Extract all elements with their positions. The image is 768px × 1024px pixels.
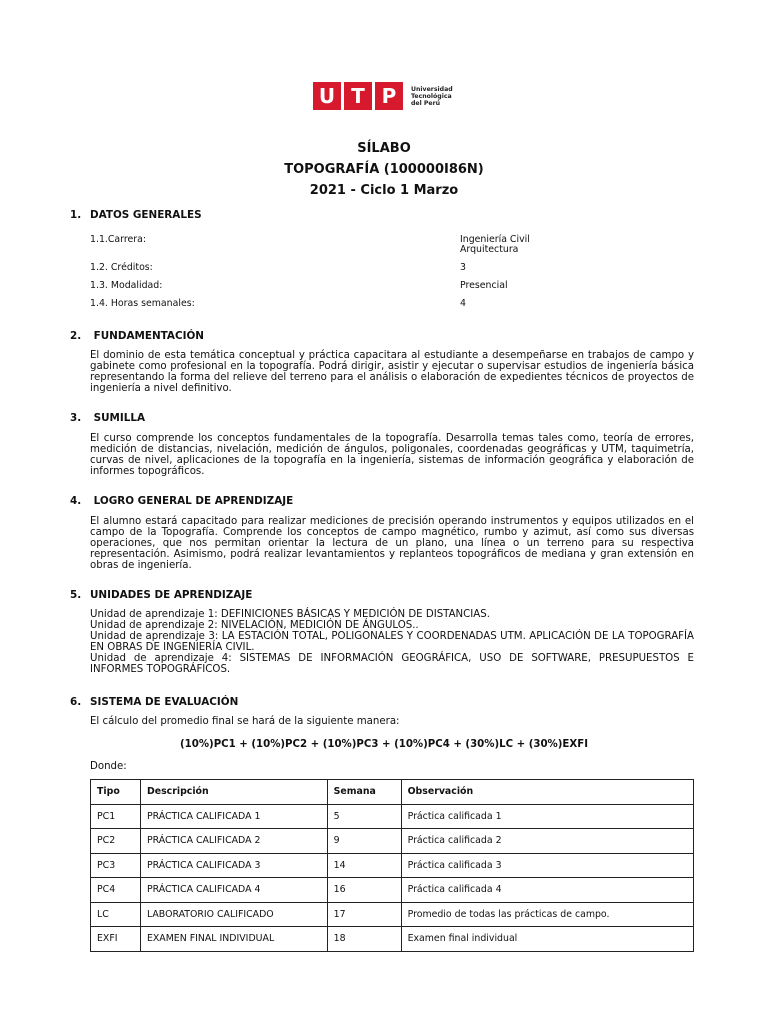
cell-semana: 9 [327, 829, 401, 854]
cell-observacion: Práctica calificada 2 [401, 829, 693, 854]
cell-descripcion: PRÁCTICA CALIFICADA 3 [140, 853, 327, 878]
course-title: TOPOGRAFÍA (100000I86N) [284, 162, 484, 177]
cell-descripcion: LABORATORIO CALIFICADO [140, 902, 327, 927]
logo-letter-p: P [375, 82, 403, 110]
cell-semana: 18 [327, 927, 401, 952]
table-row [91, 878, 694, 903]
cell-observacion: Práctica calificada 3 [401, 853, 693, 878]
cell-semana: 5 [327, 804, 401, 829]
header-descripcion: Descripción [140, 780, 327, 805]
donde-label: Donde: [90, 761, 127, 772]
table-row [91, 829, 694, 854]
unidad-item-4: Unidad de aprendizaje 4: SISTEMAS DE INFORMACIÓN GEOGRÁFICA, USO DE SOFTWARE, PRESUPUESTOS E INFORMES TOPOGRÁFICOS. [90, 653, 694, 675]
cell-observacion: Promedio de todas las prácticas de campo. [401, 902, 693, 927]
cell-tipo: EXFI [91, 927, 141, 952]
logo-university-name: Universidad Tecnológica del Perú [411, 85, 453, 107]
cell-tipo: PC2 [91, 829, 141, 854]
cell-observacion: Práctica calificada 1 [401, 804, 693, 829]
document-title: SÍLABO [357, 141, 411, 156]
document-page: U T P Universidad Tecnológica del Perú SÍLABO TOPOGRAFÍA (100000I86N) 2021 - Ciclo 1 Marzo 1. DATOS GENERALES 1.1.Carrera: Ingeniería Civil Arquitectura 1.2. Créditos: 3 1.3. Modalidad: Presencial 1.4. Horas semanales: 4 2. FUNDAMENTACIÓN El dominio de esta temática conceptual y práctica capacitara al estudiante a desempeñarse en trabajos de campo y gabinete como profesional en la topografía. Podrá dirigir, asistir y ejecutar o supervisar estudios de ingeniería básica representando la forma del relieve del terreno para el análisis o elaboración de expedientes técnicos de proyectos de ingeniería a nivel definitivo. 3. SUMILLA El curso comprende los conceptos fundamentales de la topografía. Desarrolla temas tales como, teoría de errores, medición de distancias, nivelación, medición de ángulos, poligonales, coordenadas geográficas y UTM, taquimetría, curvas de nivel, aplicaciones de la topografía en la ingeniería, sistemas de información geográfica y elaboración de informes topográficos. 4. LOGRO GENERAL DE APRENDIZAJE El alumno estará capacitado para realizar mediciones de precisión operando instrumentos y equipos utilizados en el campo de la Topografía. Comprende los conceptos de campo magnético, rumbo y azimut, así como sus diversas operaciones, que nos permitan orientar la lectura de un plano, una línea o un terreno para su respectiva representación. Asimismo, podrá realizar levantamientos y replanteos topográficos de mediana y gran extensión en obras de ingeniería. 5. UNIDADES DE APRENDIZAJE Unidad de aprendizaje 1: DEFINICIONES BÁSICAS Y MEDICIÓN DE DISTANCIAS. Unidad de aprendizaje 2: NIVELACIÓN, MEDICIÓN DE ÁNGULOS.. Unidad de aprendizaje 3: LA ESTACIÓN TOTAL, POLIGONALES Y COORDENADAS UTM. APLICACIÓN DE LA TOPOGRAFÍA EN OBRAS DE INGENIERÍA CIVIL. Unidad de aprendizaje 4: SISTEMAS DE INFORMACIÓN GEOGRÁFICA, USO DE SOFTWARE, PRESUPUESTOS E INFORMES TOPOGRÁFICOS. 6. SISTEMA DE EVALUACIÓN El cálculo del promedio final se hará de la siguiente manera: (10%)PC1 + (10%)PC2 + (10%)PC3 + (10%)PC4 + (30%)LC + (30%)EXFI Donde: Tipo Descripción Semana Observación PC1 PRÁCTICA CALIFICADA 1 5 Práctica calificada 1 PC2 PRÁCTICA CALIFICADA 2 9 Práctica calificada 2 PC3 PRÁCTICA CALIFICADA 3 14 Práctica calificada 3 PC4 PRÁCTICA CALIFICADA 4 16 Práctica calificada 4 LC LABORATORIO CALIFICADO 17 Promedio de todas las prácticas de campo. EXFI EXAMEN FINAL INDIVIDUAL 18 Examen final individual [0, 0, 768, 1024]
cell-semana: 16 [327, 878, 401, 903]
evaluacion-intro: El cálculo del promedio final se hará de la siguiente manera: [90, 716, 400, 727]
unidad-item-1: Unidad de aprendizaje 1: DEFINICIONES BÁSICAS Y MEDICIÓN DE DISTANCIAS. [90, 609, 490, 620]
cell-descripcion: EXAMEN FINAL INDIVIDUAL [140, 927, 327, 952]
cell-semana: 14 [327, 853, 401, 878]
section-heading-logro: 4. LOGRO GENERAL DE APRENDIZAJE [70, 495, 294, 507]
header-semana: Semana [327, 780, 401, 805]
table-row [91, 853, 694, 878]
unidad-item-2: Unidad de aprendizaje 2: NIVELACIÓN, MEDICIÓN DE ÁNGULOS.. [90, 620, 419, 631]
cell-semana: 17 [327, 902, 401, 927]
header-observacion: Observación [401, 780, 693, 805]
cell-tipo: LC [91, 902, 141, 927]
utp-logo [313, 80, 453, 112]
cell-tipo: PC4 [91, 878, 141, 903]
course-period: 2021 - Ciclo 1 Marzo [309, 183, 459, 198]
table-header-row [91, 780, 694, 805]
logo-letter-t: T [344, 82, 372, 110]
unidades-list [90, 609, 694, 675]
cell-tipo: PC1 [91, 804, 141, 829]
section-heading-fundamentacion: 2. FUNDAMENTACIÓN [70, 330, 204, 342]
section-heading-sumilla: 3. SUMILLA [70, 412, 146, 424]
cell-tipo: PC3 [91, 853, 141, 878]
table-row [91, 902, 694, 927]
table-row [91, 804, 694, 829]
logo-letter-u: U [313, 82, 341, 110]
evaluacion-formula: (10%)PC1 + (10%)PC2 + (10%)PC3 + (10%)PC4 + (30%)LC + (30%)EXFI [180, 739, 588, 750]
document-title-block [0, 138, 768, 201]
sumilla-text: El curso comprende los conceptos fundamentales de la topografía. Desarrolla temas tales como, teoría de errores, medición de distancias, nivelación, medición de ángulos, poligonales, coordenadas geográficas y UTM, taquimetría, curvas de nivel, aplicaciones de la topografía en la ingeniería, sistemas de información geográfica y elaboración de informes topográficos. [90, 433, 694, 477]
cell-observacion: Examen final individual [401, 927, 693, 952]
unidad-item-3: Unidad de aprendizaje 3: LA ESTACIÓN TOTAL, POLIGONALES Y COORDENADAS UTM. APLICACIÓN DE LA TOPOGRAFÍA EN OBRAS DE INGENIERÍA CIVIL. [90, 631, 694, 653]
section-heading-evaluacion: 6. SISTEMA DE EVALUACIÓN [70, 696, 239, 708]
section-heading-unidades: 5. UNIDADES DE APRENDIZAJE [70, 589, 253, 601]
section-heading-datos-generales: 1. DATOS GENERALES [70, 209, 202, 221]
fundamentacion-text: El dominio de esta temática conceptual y práctica capacitara al estudiante a desempeñarse en trabajos de campo y gabinete como profesional en la topografía. Podrá dirigir, asistir y ejecutar o supervisar estudios de ingeniería básica representando la forma del relieve del terreno para el análisis o elaboración de expedientes técnicos de proyectos de ingeniería a nivel definitivo. [90, 350, 694, 394]
cell-descripcion: PRÁCTICA CALIFICADA 2 [140, 829, 327, 854]
evaluation-table [90, 779, 694, 952]
table-row [91, 927, 694, 952]
logro-text: El alumno estará capacitado para realizar mediciones de precisión operando instrumentos y equipos utilizados en el campo de la Topografía. Comprende los conceptos de campo magnético, rumbo y azimut, así como sus diversas operaciones, que nos permitan orientar la lectura de un plano, una línea o un terreno para su respectiva representación. Asimismo, podrá realizar levantamientos y replanteos topográficos de mediana y gran extensión en obras de ingeniería. [90, 516, 694, 571]
header-tipo: Tipo [91, 780, 141, 805]
cell-descripcion: PRÁCTICA CALIFICADA 1 [140, 804, 327, 829]
cell-descripcion: PRÁCTICA CALIFICADA 4 [140, 878, 327, 903]
cell-observacion: Práctica calificada 4 [401, 878, 693, 903]
